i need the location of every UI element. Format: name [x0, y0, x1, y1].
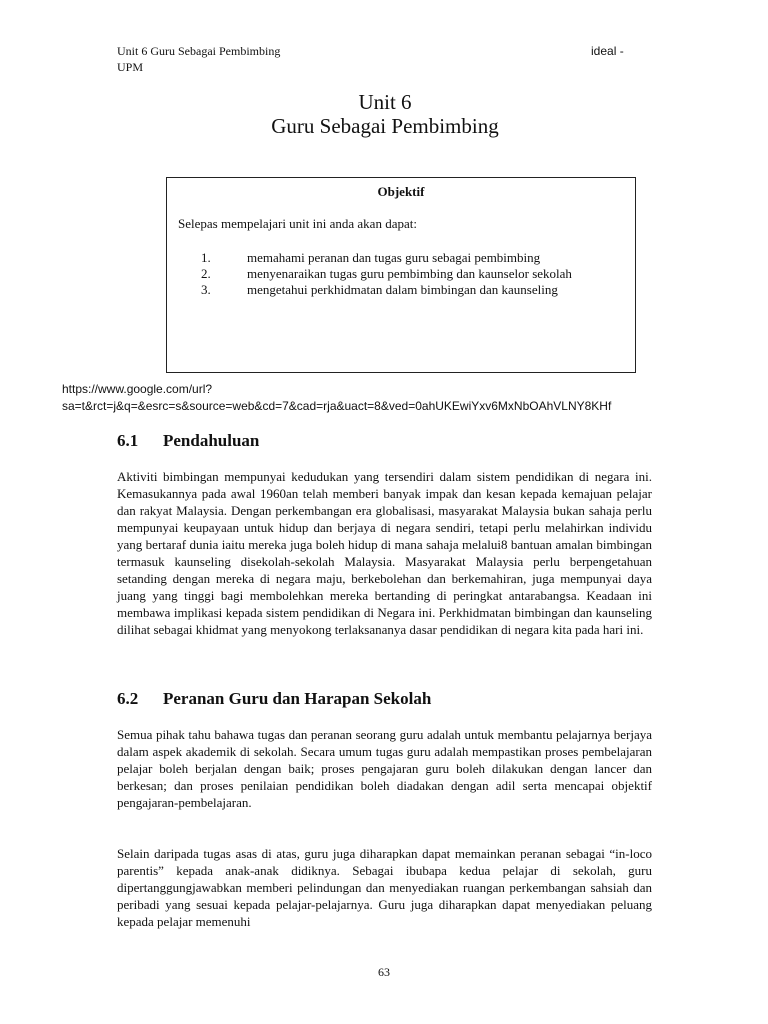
objective-list: [167, 250, 635, 298]
running-header-upm: UPM: [117, 60, 144, 74]
objective-item-number: 1.: [201, 250, 211, 265]
unit-title: Unit 6: [358, 90, 412, 114]
objective-item-text: mengetahui perkhidmatan dalam bimbingan dan kaunseling: [247, 282, 558, 297]
paragraph: Semua pihak tahu bahawa tugas dan peranan seorang guru adalah untuk membantu pelajarnya berjaya dalam aspek akademik di sekolah. Secara umum tugas guru adalah mempastikan proses pembelajaran pelajar boleh berjalan dengan baik; proses pengajaran guru boleh dilakukan dengan lancer dan berkesan; dan proses penilaian pendidikan boleh diadakan dengan adil serta mencapai objektif pengajaran-pembelajaran.: [117, 727, 652, 810]
objective-heading: Objektif: [377, 184, 425, 199]
paragraph: Aktiviti bimbingan mempunyai kedudukan yang tersendiri dalam sistem pendidikan di negara ini. Kemasukannya pada awal 1960an telah memberi banyak impak dan kesan kepada kemajuan pelajar dan rakyat Malaysia. Dengan perkembangan era globalisasi, masyarakat Malaysia bukan sahaja perlu mempunyai keupayaan untuk hidup dan berjaya di negara sendiri, tetapi perlu melahirkan individu yang bertaraf dunia iaitu mereka juga boleh hidup di mana sahaja melalui8 bantuan amalan bimbingan termasuk kaunseling disekolah-sekolah Malaysia. Masyarakat Malaysia perlu berpengetahuan setanding dengan mereka di negara maju, berkebolehan dan berkemahiran, juga mempunyai daya juang yang tinggi bagi membolehkan mereka bertanding di peringkat antarabangsa. Keadaan ini membawa implikasi kepada sistem pendidikan di Negara ini. Perkhidmatan bimbingan dan kaunseling dilihat sebagai khidmat yang menyokong terlaksananya dasar pendidikan di negara kita pada hari ini.: [117, 469, 652, 637]
section-title: Pendahuluan: [163, 431, 260, 450]
objective-item-text: memahami peranan dan tugas guru sebagai pembimbing: [247, 250, 541, 265]
source-url-line2: sa=t&rct=j&q=&esrc=s&source=web&cd=7&cad=rja&uact=8&ved=0ahUKEwiYxv6MxNbOAhVLNY8KHf: [62, 399, 612, 413]
objective-box: [166, 177, 636, 373]
running-header-right: ideal -: [591, 44, 624, 58]
paragraph: Selain daripada tugas asas di atas, guru juga diharapkan dapat memainkan peranan sebagai “in-loco parentis” kepada anak-anak didiknya. Sebagai ibubapa kedua pelajar di sekolah, guru dipertanggungjawabkan memberi pelindungan dan menyediakan ruangan perkembangan sahsiah dan peribadi yang sesuai kepada pelajar-pelajarnya. Guru juga diharapkan dapat menyediakan peluang kepada pelajar memenuhi: [117, 846, 652, 929]
unit-subtitle: Guru Sebagai Pembimbing: [271, 114, 499, 138]
section-number: 6.2: [117, 689, 139, 708]
objective-item-number: 3.: [201, 282, 211, 297]
source-url-line1: https://www.google.com/url?: [62, 382, 213, 396]
section-number: 6.1: [117, 431, 139, 450]
objective-item: [167, 250, 635, 266]
objective-item: [167, 266, 635, 282]
objective-item-number: 2.: [201, 266, 211, 281]
running-header-title: Unit 6 Guru Sebagai Pembimbing: [117, 44, 281, 58]
section-title: Peranan Guru dan Harapan Sekolah: [163, 689, 432, 708]
running-header-left: [117, 43, 577, 75]
page-number: 63: [378, 965, 390, 979]
objective-item: [167, 282, 635, 298]
section-heading-6-2: [117, 689, 431, 709]
objective-item-text: menyenaraikan tugas guru pembimbing dan kaunselor sekolah: [247, 266, 572, 281]
source-url[interactable]: [62, 381, 762, 415]
section-heading-6-1: [117, 431, 259, 451]
objective-intro: Selepas mempelajari unit ini anda akan dapat:: [178, 216, 417, 231]
